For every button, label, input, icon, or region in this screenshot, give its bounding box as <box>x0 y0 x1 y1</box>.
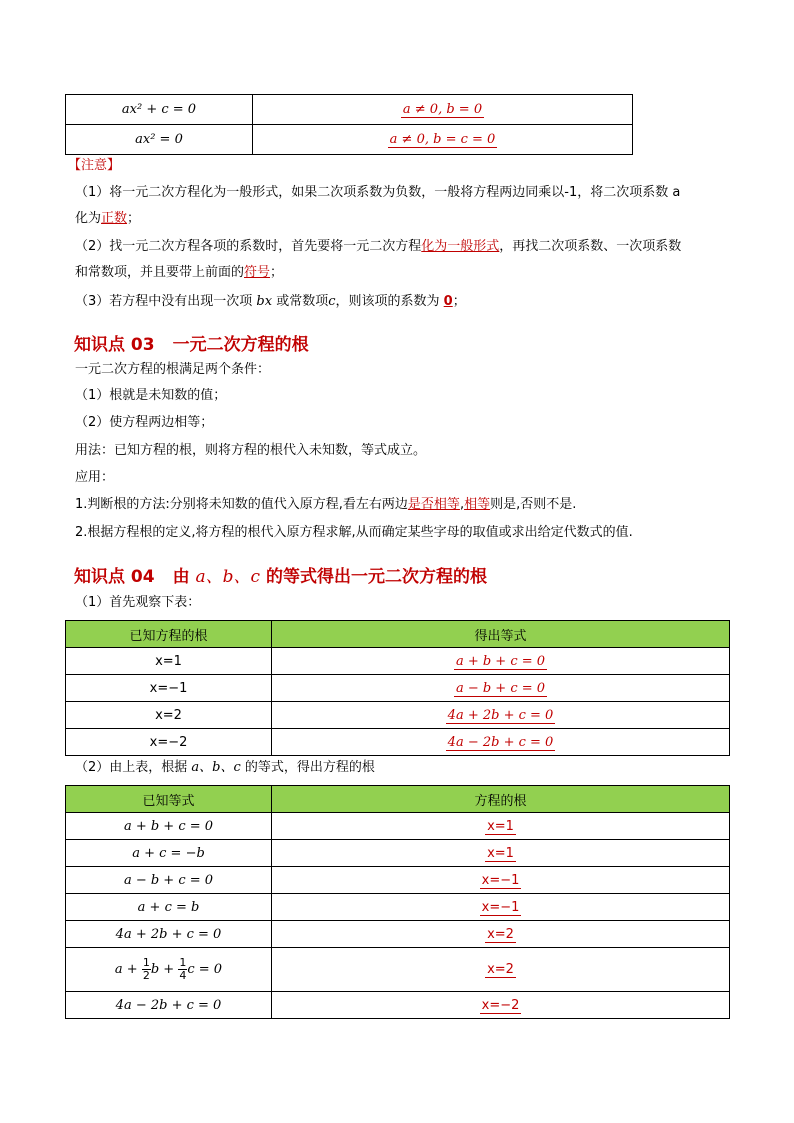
equation-cell: ax² = 0 <box>66 125 253 155</box>
note-title: 【注意】 <box>68 158 121 173</box>
table-row: x=−1 a − b + c = 0 <box>66 675 730 702</box>
table-row: a + b + c = 0 x=1 <box>66 813 730 840</box>
section-03-line: 一元二次方程的根满足两个条件： <box>75 362 271 377</box>
equation-to-root-table <box>65 785 730 1019</box>
answer-blank: 符号 <box>244 265 271 280</box>
fraction: $\frac{1}{2}$ <box>142 956 150 982</box>
table-row: a − b + c = 0 x=−1 <box>66 867 730 894</box>
table-row: a + $\frac{1}{2}$ b + $\frac{1}{4}$ c = 0 x=2 <box>66 948 730 992</box>
root-to-equation-table <box>65 620 730 756</box>
condition-cell: a ≠ 0, b = c = 0 <box>253 125 633 155</box>
section-04-line: （1）首先观察下表： <box>75 595 201 610</box>
answer-blank: 相等 <box>464 497 491 512</box>
table-row: x=−2 4a − 2b + c = 0 <box>66 729 730 756</box>
section-03-line: （2）使方程两边相等； <box>75 415 214 430</box>
answer-blank: 化为一般形式 <box>421 239 500 254</box>
fraction-equation-cell: a + $\frac{1}{2}$ b + $\frac{1}{4}$ c = 0 <box>66 948 272 992</box>
column-header: 已知方程的根 <box>66 621 272 648</box>
table-row: a + c = −b x=1 <box>66 840 730 867</box>
section-03-line: 用法：已知方程的根，则将方程的根代入未知数，等式成立。 <box>75 443 427 458</box>
answer-blank: 正数 <box>101 211 128 226</box>
answer-blank: 0 <box>443 294 453 309</box>
section-03-method-1: 1.判断根的方法:分别将未知数的值代入原方程,看左右两边是否相等,相等则是,否则不是. <box>75 497 577 512</box>
table-row: 4a − 2b + c = 0 x=−2 <box>66 992 730 1019</box>
table-row: x=1 a + b + c = 0 <box>66 648 730 675</box>
table-header-row <box>66 621 730 648</box>
table-row: x=2 4a + 2b + c = 0 <box>66 702 730 729</box>
note-1-line-2: 化为正数； <box>75 211 141 226</box>
section-04-heading: 知识点 04 由 a、b、c 的等式得出一元二次方程的根 <box>74 567 487 587</box>
note-1-line-1: （1）将一元二次方程化为一般形式，如果二次项系数为负数，一般将方程两边同乘以-1，将二次项系数 a <box>75 185 681 200</box>
answer-blank: 是否相等 <box>407 497 460 512</box>
coefficient-condition-table <box>65 94 633 155</box>
table-header-row <box>66 786 730 813</box>
table-row: a + c = b x=−1 <box>66 894 730 921</box>
column-header: 已知等式 <box>66 786 272 813</box>
column-header: 方程的根 <box>272 786 730 813</box>
table-row <box>66 95 633 125</box>
section-04-line-2: （2）由上表，根据 a、b、c 的等式，得出方程的根 <box>75 760 375 775</box>
column-header: 得出等式 <box>272 621 730 648</box>
note-2-line-1: （2）找一元二次方程各项的系数时，首先要将一元二次方程化为一般形式，再找二次项系数、一次项系数 <box>75 239 682 254</box>
fraction: $\frac{1}{4}$ <box>179 956 187 982</box>
note-3: （3）若方程中没有出现一次项 bx 或常数项c，则该项的系数为 0； <box>75 294 466 309</box>
condition-cell: a ≠ 0, b = 0 <box>253 95 633 125</box>
equation-cell: ax² + c = 0 <box>66 95 253 125</box>
section-03-line: 应用： <box>75 470 115 485</box>
section-03-method-2: 2.根据方程根的定义,将方程的根代入原方程求解,从而确定某些字母的取值或求出给定代数式的值. <box>75 525 633 540</box>
section-03-line: （1）根就是未知数的值； <box>75 388 227 403</box>
table-row <box>66 125 633 155</box>
table-row: 4a + 2b + c = 0 x=2 <box>66 921 730 948</box>
note-2-line-2: 和常数项，并且要带上前面的符号； <box>75 265 284 280</box>
section-03-heading: 知识点 03 一元二次方程的根 <box>74 335 309 355</box>
